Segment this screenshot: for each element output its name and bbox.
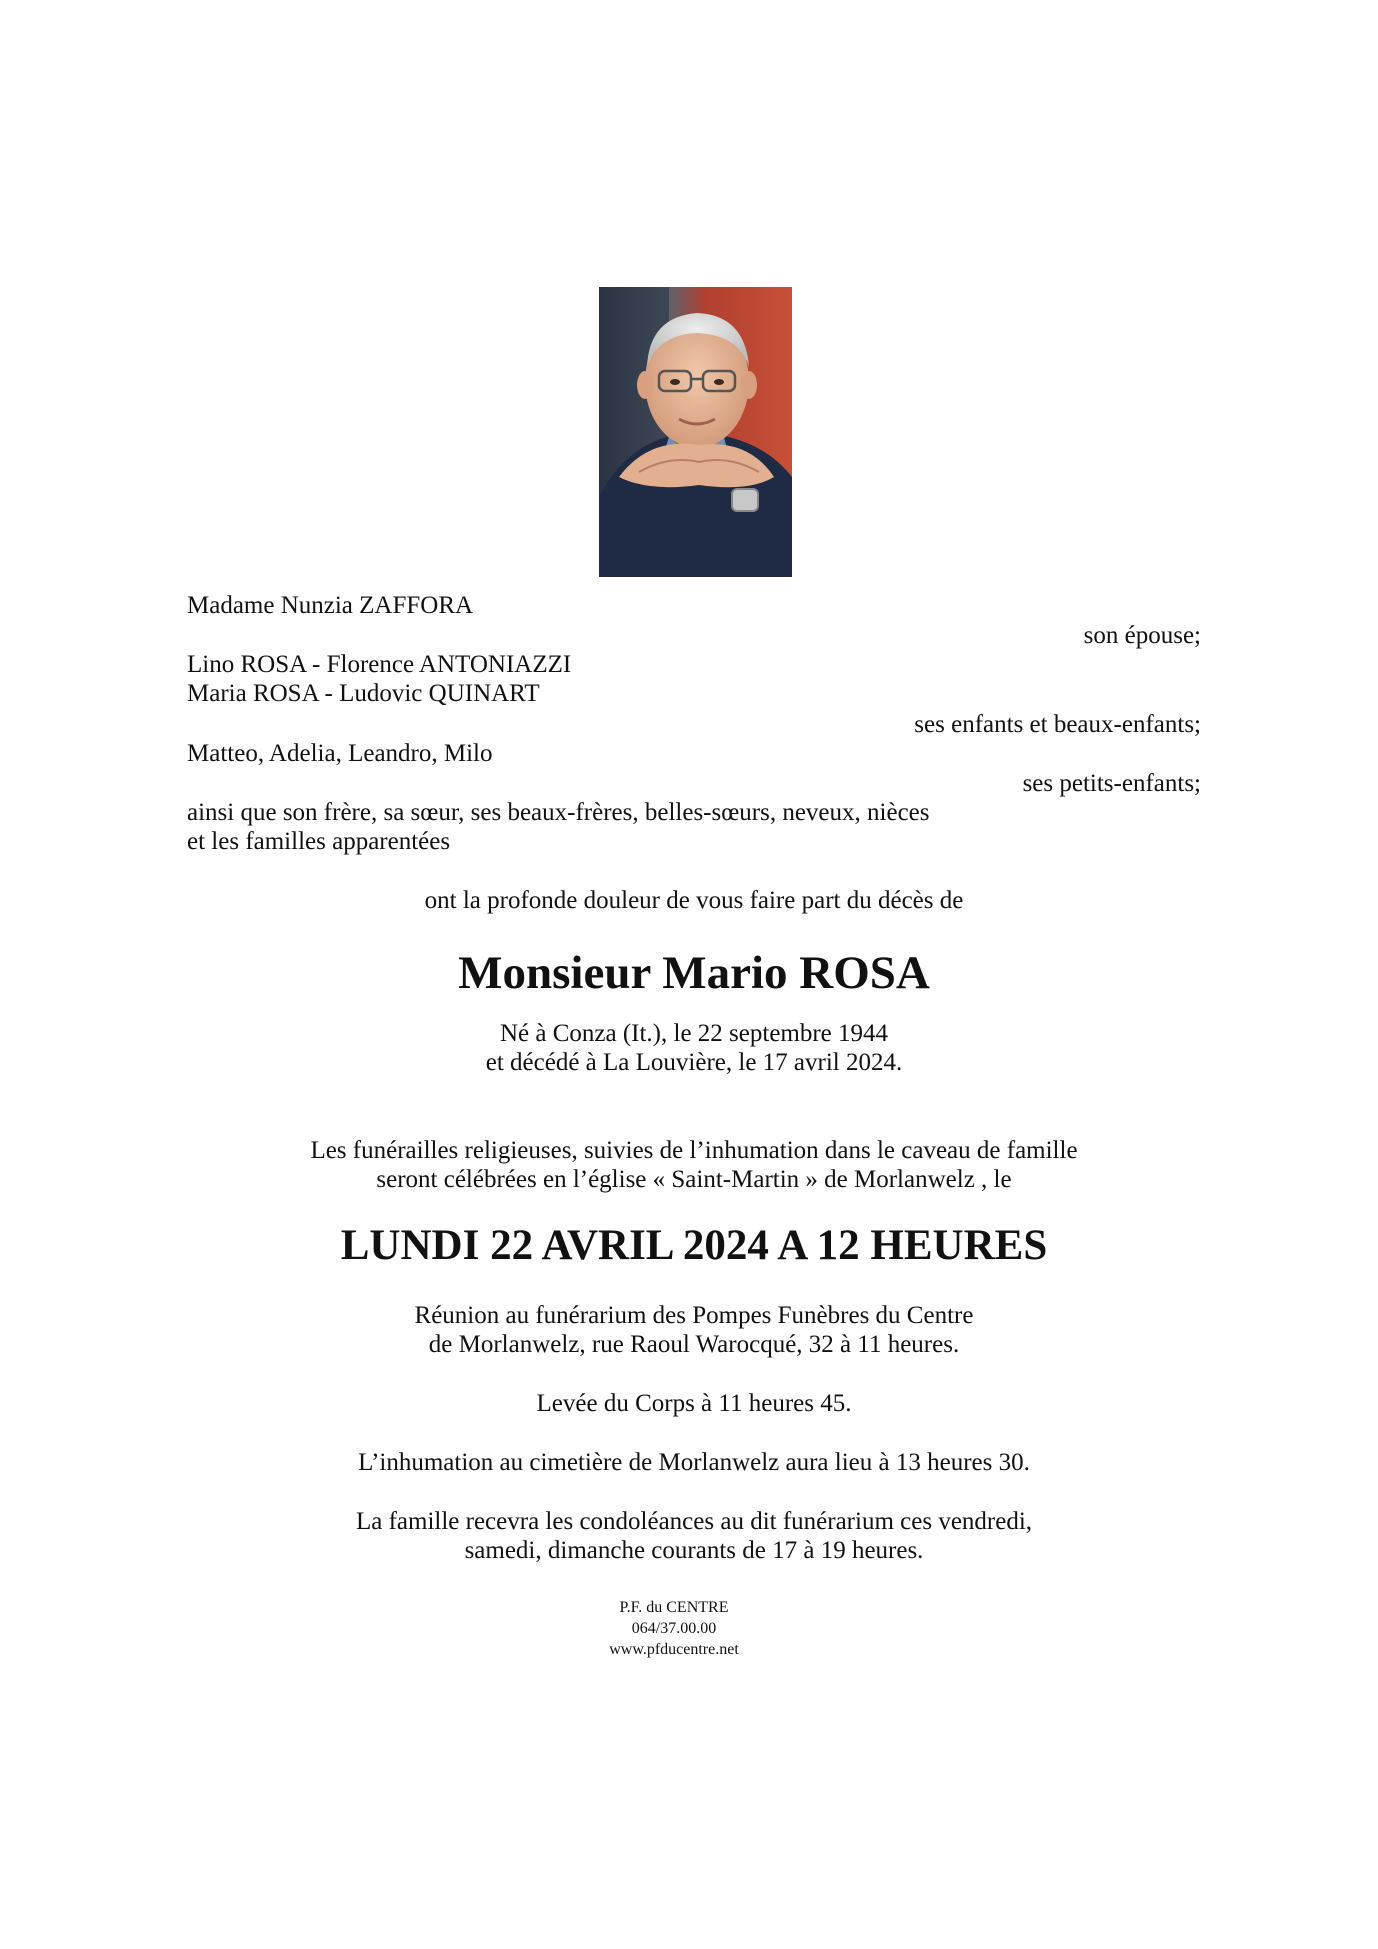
- condolences-info: La famille recevra les condoléances au dit funérarium ces vendredi,: [355, 1508, 1033, 1535]
- meeting-info: de Morlanwelz, rue Raoul Warocqué, 32 à 11 heures.: [428, 1331, 960, 1358]
- other-family-line: ainsi que son frère, sa sœur, ses beaux-frères, belles-sœurs, neveux, nièces: [187, 799, 930, 826]
- grandchildren-role: ses petits-enfants;: [1022, 770, 1201, 797]
- spouse-role: son épouse;: [1083, 622, 1201, 649]
- funeral-intro: Les funérailles religieuses, suivies de l’inhumation dans le caveau de famille: [310, 1137, 1078, 1164]
- announcement-text: ont la profonde douleur de vous faire part du décès de: [424, 887, 964, 914]
- burial-info: L’inhumation au cimetière de Morlanwelz aura lieu à 13 heures 30.: [358, 1449, 1030, 1476]
- meeting-info: Réunion au funérarium des Pompes Funèbres du Centre: [414, 1302, 974, 1329]
- spouse-name: Madame Nunzia ZAFFORA: [187, 592, 474, 619]
- children-role: ses enfants et beaux-enfants;: [914, 711, 1201, 738]
- portrait-photo: [599, 287, 792, 577]
- other-family-line: et les familles apparentées: [187, 828, 451, 855]
- footer-company: P.F. du CENTRE: [619, 1599, 729, 1616]
- footer-phone: 064/37.00.00: [631, 1620, 717, 1637]
- birth-info: Né à Conza (It.), le 22 septembre 1944: [499, 1020, 889, 1047]
- levee-info: Levée du Corps à 11 heures 45.: [536, 1390, 852, 1417]
- death-info: et décédé à La Louvière, le 17 avril 2024.: [485, 1049, 903, 1076]
- condolences-info: samedi, dimanche courants de 17 à 19 heures.: [464, 1537, 924, 1564]
- grandchildren-names: Matteo, Adelia, Leandro, Milo: [187, 740, 493, 767]
- funeral-date: LUNDI 22 AVRIL 2024 A 12 HEURES: [340, 1222, 1048, 1269]
- footer-website: www.pfducentre.net: [609, 1641, 739, 1658]
- child-name: Maria ROSA - Ludovic QUINART: [187, 680, 540, 707]
- child-name: Lino ROSA - Florence ANTONIAZZI: [187, 651, 572, 678]
- deceased-name: Monsieur Mario ROSA: [458, 947, 930, 999]
- funeral-intro: seront célébrées en l’église « Saint-Martin » de Morlanwelz , le: [376, 1166, 1012, 1193]
